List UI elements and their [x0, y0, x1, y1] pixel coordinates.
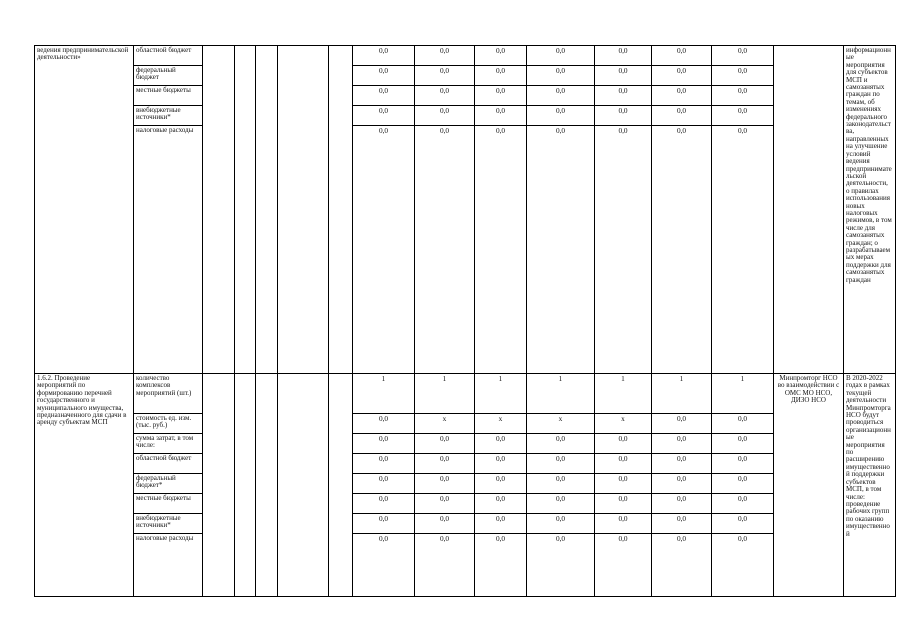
value-cell: 0,0	[415, 66, 475, 86]
value-cell: 0,0	[527, 454, 595, 474]
indicator-label-cell: сумма затрат, в том числе:	[134, 434, 203, 454]
value-cell: х	[475, 414, 527, 434]
value-cell: 0,0	[527, 126, 595, 374]
value-cell: 0,0	[652, 514, 712, 534]
empty-code-cell	[256, 46, 278, 374]
value-cell: 0,0	[595, 46, 652, 66]
empty-code-cell	[278, 46, 329, 374]
value-cell: 0,0	[712, 46, 774, 66]
value-cell: 0,0	[652, 474, 712, 494]
indicator-label-cell: внебюджетные источники*	[134, 514, 203, 534]
value-cell: 0,0	[353, 474, 415, 494]
value-cell: 0,0	[712, 106, 774, 126]
empty-code-cell	[235, 374, 256, 597]
value-cell: х	[595, 414, 652, 434]
table-row	[35, 454, 896, 474]
value-cell: х	[415, 414, 475, 434]
table-row	[35, 86, 896, 106]
value-cell: 0,0	[415, 126, 475, 374]
value-cell: 0,0	[475, 86, 527, 106]
value-cell: 0,0	[475, 66, 527, 86]
value-cell: 0,0	[527, 494, 595, 514]
value-cell: 1	[652, 374, 712, 414]
expected-result-cell: информационные мероприятия для субъектов МСП и самозанятых граждан по темам, об изменениях федерального законодательства, направленных на улучшение условий ведения предпринимательской деятельности, о правилах использования новых налоговых режимов, в том числе для самозанятых граждан; о разрабатываемых мерах поддержки для самозанятых граждан	[844, 46, 896, 374]
value-cell: 0,0	[527, 534, 595, 597]
value-cell: 0,0	[475, 454, 527, 474]
value-cell: 0,0	[415, 46, 475, 66]
value-cell: 0,0	[353, 414, 415, 434]
value-cell: 0,0	[415, 494, 475, 514]
empty-code-cell	[256, 374, 278, 597]
value-cell: 0,0	[475, 106, 527, 126]
indicator-label-cell: областной бюджет	[134, 454, 203, 474]
empty-code-cell	[329, 46, 353, 374]
value-cell: 1	[712, 374, 774, 414]
value-cell: 0,0	[527, 474, 595, 494]
value-cell: 1	[353, 374, 415, 414]
indicator-label-cell: федеральный бюджет	[134, 66, 203, 86]
value-cell: 0,0	[595, 434, 652, 454]
value-cell: 0,0	[353, 454, 415, 474]
value-cell: 0,0	[712, 474, 774, 494]
value-cell: 0,0	[652, 46, 712, 66]
program-measures-table	[34, 45, 896, 597]
task-name-cell: ведения предпринимательской деятельности»	[35, 46, 134, 374]
value-cell: 0,0	[415, 474, 475, 494]
value-cell: 0,0	[353, 494, 415, 514]
indicator-label-cell: местные бюджеты	[134, 494, 203, 514]
value-cell: 0,0	[527, 434, 595, 454]
task-name-cell: 1.6.2. Проведение мероприятий по формированию перечней государственного и муниципального имущества, предназначенного для сдачи в аренду субъектам МСП	[35, 374, 134, 597]
indicator-label-cell: стоимость ед. изм. (тыс. руб.)	[134, 414, 203, 434]
value-cell: 0,0	[712, 86, 774, 106]
value-cell: 0,0	[595, 494, 652, 514]
value-cell: 0,0	[652, 414, 712, 434]
value-cell: 0,0	[595, 106, 652, 126]
value-cell: 0,0	[475, 46, 527, 66]
indicator-label-cell: внебюджетные источники*	[134, 106, 203, 126]
value-cell: 1	[595, 374, 652, 414]
empty-code-cell	[329, 374, 353, 597]
value-cell: 0,0	[415, 534, 475, 597]
value-cell: 0,0	[595, 86, 652, 106]
value-cell: 0,0	[527, 66, 595, 86]
value-cell: 0,0	[712, 434, 774, 454]
indicator-label-cell: областной бюджет	[134, 46, 203, 66]
table-row	[35, 374, 896, 414]
value-cell: 0,0	[527, 86, 595, 106]
value-cell: 0,0	[712, 126, 774, 374]
program-table-page	[34, 45, 896, 597]
value-cell: 0,0	[595, 474, 652, 494]
value-cell: 1	[527, 374, 595, 414]
indicator-label-cell: налоговые расходы	[134, 534, 203, 597]
value-cell: 0,0	[595, 126, 652, 374]
indicator-label-cell: налоговые расходы	[134, 126, 203, 374]
table-row	[35, 494, 896, 514]
value-cell: 1	[415, 374, 475, 414]
indicator-label-cell: количество комплексов мероприятий (шт.)	[134, 374, 203, 414]
value-cell: 0,0	[527, 514, 595, 534]
value-cell: 0,0	[353, 514, 415, 534]
value-cell: 0,0	[475, 514, 527, 534]
value-cell: 0,0	[595, 514, 652, 534]
value-cell: 0,0	[652, 454, 712, 474]
value-cell: 0,0	[652, 66, 712, 86]
table-row	[35, 534, 896, 597]
value-cell: 0,0	[353, 126, 415, 374]
value-cell: 0,0	[415, 514, 475, 534]
table-row	[35, 434, 896, 454]
value-cell: 0,0	[475, 126, 527, 374]
value-cell: 0,0	[712, 494, 774, 514]
table-row	[35, 126, 896, 374]
value-cell: 0,0	[712, 66, 774, 86]
value-cell: 0,0	[595, 454, 652, 474]
value-cell: 0,0	[475, 434, 527, 454]
value-cell: 0,0	[353, 66, 415, 86]
table-row	[35, 514, 896, 534]
executor-cell: Минпромторг НСО во взаимодействии с ОМС МО НСО, ДИЗО НСО	[774, 374, 844, 597]
value-cell: 0,0	[652, 494, 712, 514]
value-cell: 0,0	[527, 46, 595, 66]
value-cell: 0,0	[415, 106, 475, 126]
value-cell: 0,0	[353, 434, 415, 454]
value-cell: 0,0	[652, 106, 712, 126]
value-cell: 0,0	[353, 46, 415, 66]
value-cell: 0,0	[475, 534, 527, 597]
value-cell: 0,0	[712, 534, 774, 597]
value-cell: 0,0	[353, 534, 415, 597]
value-cell: 0,0	[415, 454, 475, 474]
value-cell: 0,0	[595, 534, 652, 597]
value-cell: 0,0	[353, 86, 415, 106]
indicator-label-cell: местные бюджеты	[134, 86, 203, 106]
table-row	[35, 474, 896, 494]
value-cell: 0,0	[415, 86, 475, 106]
value-cell: 0,0	[475, 474, 527, 494]
value-cell: 0,0	[527, 106, 595, 126]
value-cell: х	[527, 414, 595, 434]
empty-code-cell	[203, 46, 235, 374]
value-cell: 0,0	[652, 126, 712, 374]
value-cell: 0,0	[353, 106, 415, 126]
value-cell: 1	[475, 374, 527, 414]
table-row	[35, 66, 896, 86]
value-cell: 0,0	[652, 434, 712, 454]
table-row	[35, 46, 896, 66]
value-cell: 0,0	[652, 534, 712, 597]
table-row	[35, 414, 896, 434]
value-cell: 0,0	[712, 414, 774, 434]
expected-result-cell: В 2020-2022 годах в рамках текущей деятельности Минпромторга НСО будут проводиться организационные мероприятия по расширению имущественной поддержки субъектов МСП, в том числе: проведение рабочих групп по оказанию имущественной	[844, 374, 896, 597]
empty-code-cell	[278, 374, 329, 597]
indicator-label-cell: федеральный бюджет*	[134, 474, 203, 494]
empty-code-cell	[203, 374, 235, 597]
executor-cell	[774, 46, 844, 374]
value-cell: 0,0	[712, 514, 774, 534]
table-row	[35, 106, 896, 126]
empty-code-cell	[235, 46, 256, 374]
value-cell: 0,0	[652, 86, 712, 106]
value-cell: 0,0	[595, 66, 652, 86]
value-cell: 0,0	[475, 494, 527, 514]
value-cell: 0,0	[712, 454, 774, 474]
value-cell: 0,0	[415, 434, 475, 454]
